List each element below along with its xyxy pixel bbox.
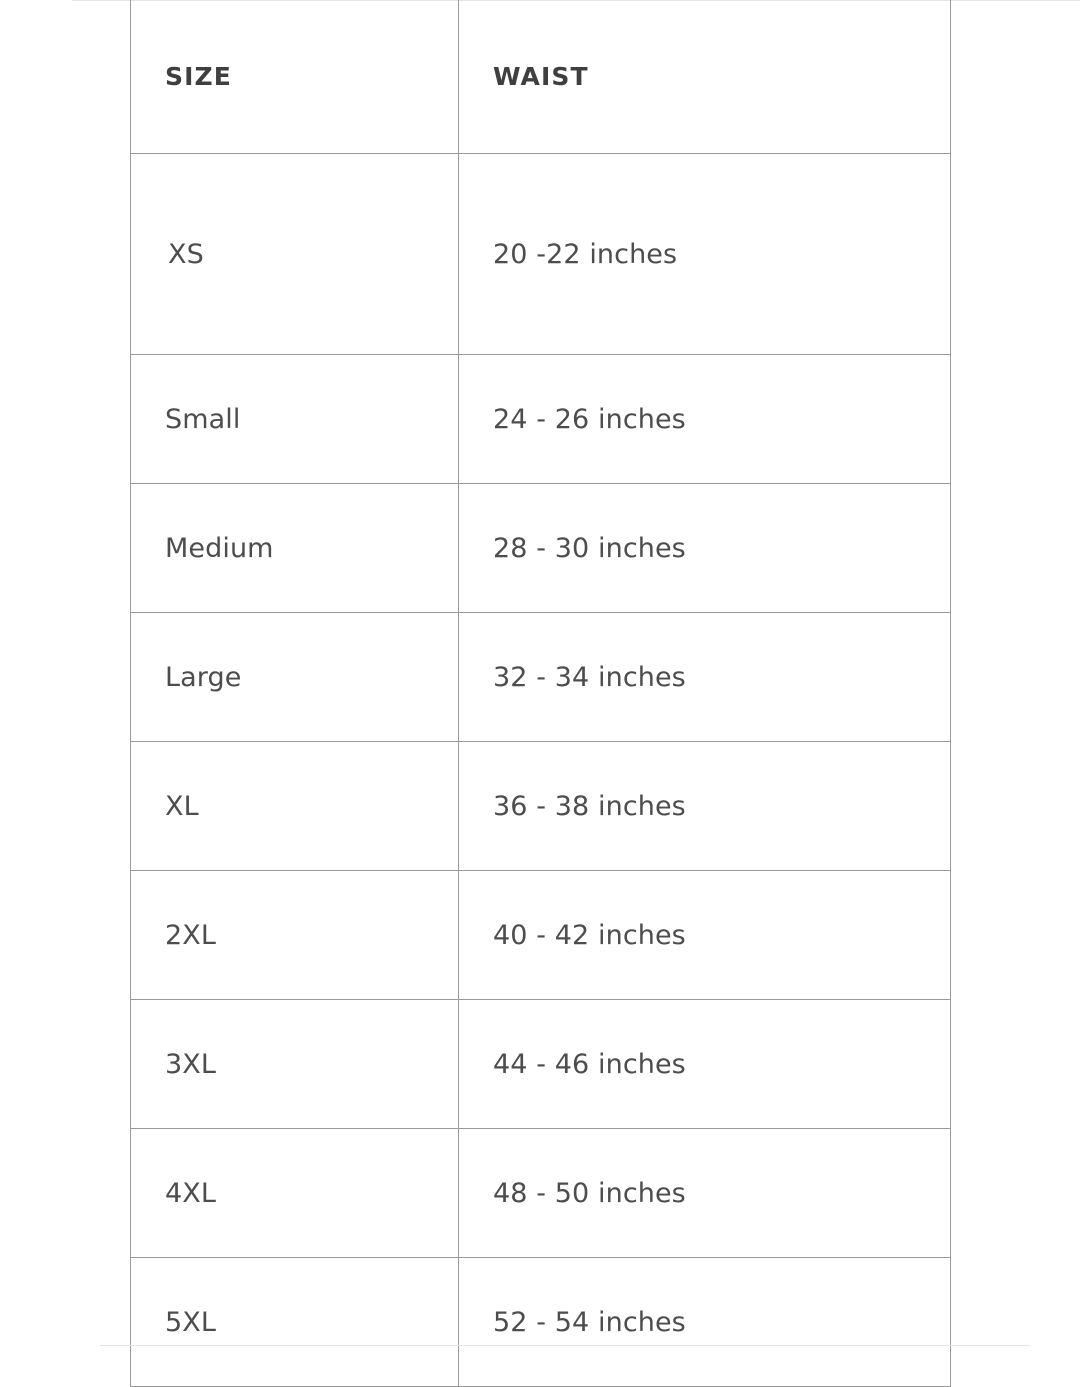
cell-size: XS xyxy=(131,154,459,355)
table-body xyxy=(131,154,951,1387)
cell-waist: 44 - 46 inches xyxy=(459,1000,951,1129)
cell-waist: 20 -22 inches xyxy=(459,154,951,355)
cell-size: XL xyxy=(131,742,459,871)
cell-size: Large xyxy=(131,613,459,742)
table-row xyxy=(131,355,951,484)
table-row xyxy=(131,1000,951,1129)
table-row xyxy=(131,154,951,355)
cell-waist: 28 - 30 inches xyxy=(459,484,951,613)
table-row xyxy=(131,1129,951,1258)
table-row xyxy=(131,742,951,871)
column-header-waist: WAIST xyxy=(459,0,951,154)
table-header xyxy=(131,0,951,154)
cell-size: Medium xyxy=(131,484,459,613)
cell-waist: 32 - 34 inches xyxy=(459,613,951,742)
table-header-row xyxy=(131,0,951,154)
cell-waist: 24 - 26 inches xyxy=(459,355,951,484)
cell-size: Small xyxy=(131,355,459,484)
table-row xyxy=(131,871,951,1000)
table-row xyxy=(131,484,951,613)
cell-waist: 52 - 54 inches xyxy=(459,1258,951,1387)
cell-waist: 48 - 50 inches xyxy=(459,1129,951,1258)
cell-waist: 40 - 42 inches xyxy=(459,871,951,1000)
cell-size: 4XL xyxy=(131,1129,459,1258)
table-row xyxy=(131,1258,951,1387)
size-chart-table xyxy=(130,0,951,1387)
column-header-size: SIZE xyxy=(131,0,459,154)
cell-waist: 36 - 38 inches xyxy=(459,742,951,871)
cell-size: 5XL xyxy=(131,1258,459,1387)
cell-size: 3XL xyxy=(131,1000,459,1129)
table-row xyxy=(131,613,951,742)
cell-size: 2XL xyxy=(131,871,459,1000)
size-chart-container xyxy=(130,0,950,1387)
bottom-divider xyxy=(100,1345,1030,1346)
